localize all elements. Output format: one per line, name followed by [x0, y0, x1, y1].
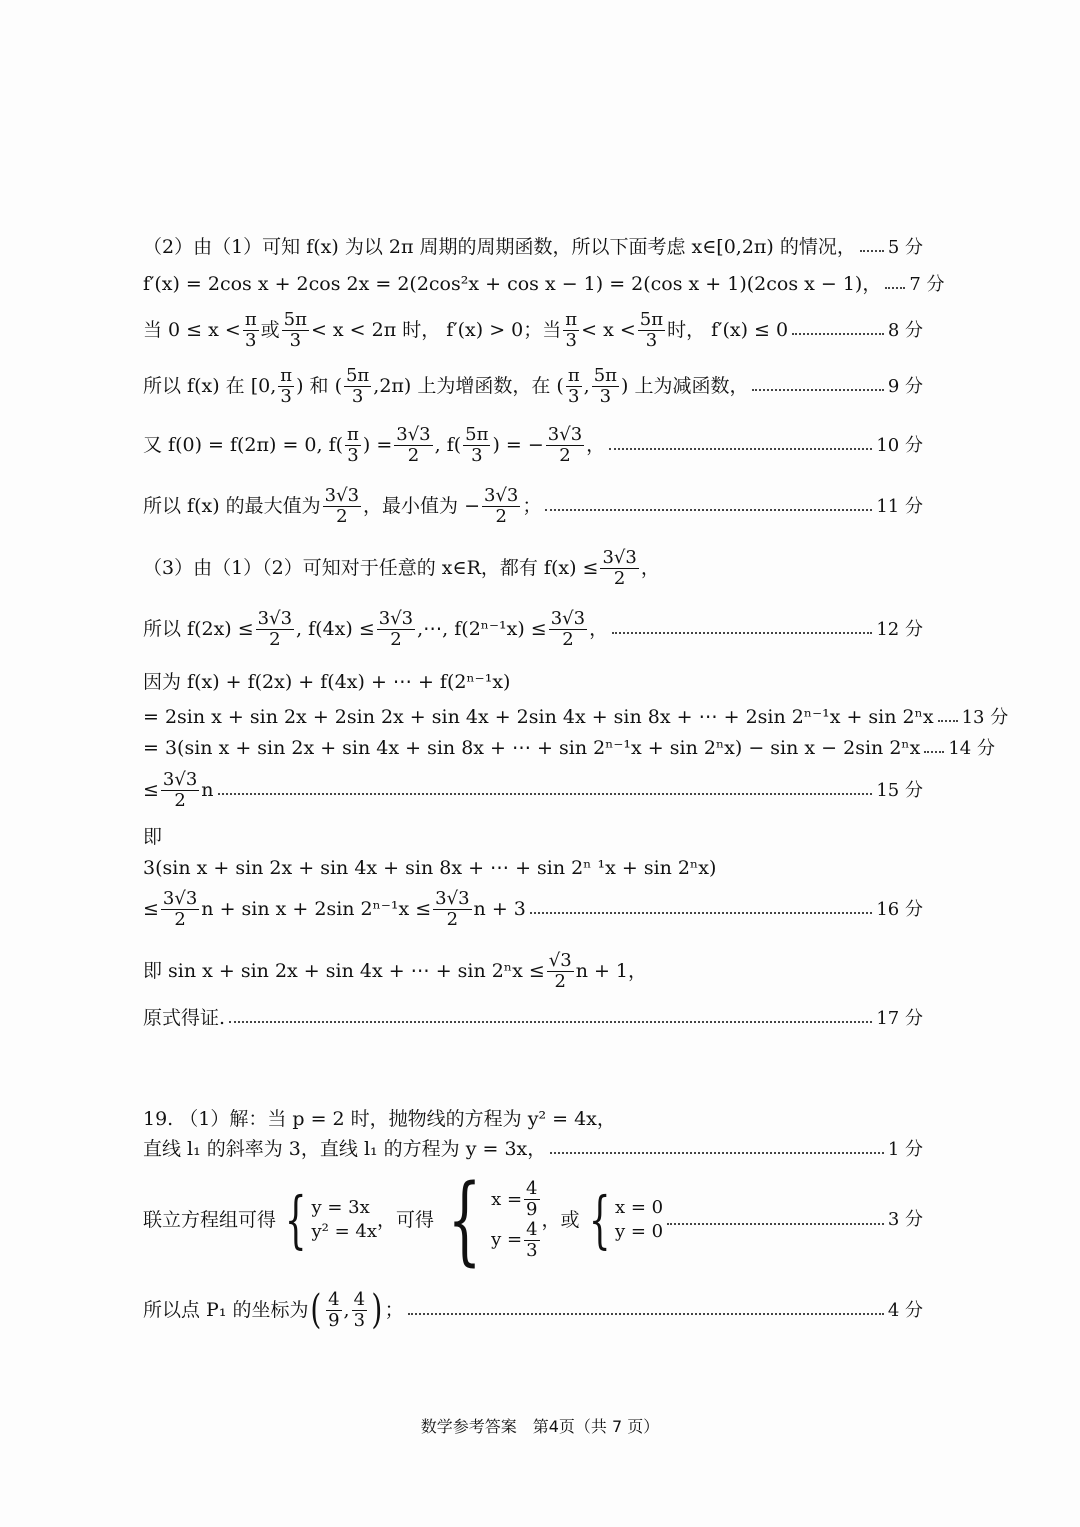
leader-dots [609, 448, 872, 450]
denominator: 2 [446, 908, 459, 930]
numerator: π [565, 309, 578, 330]
fraction [524, 1220, 539, 1261]
numerator: 5π [465, 424, 489, 445]
line-text: 即 [143, 826, 163, 848]
denominator: 2 [174, 789, 186, 811]
denominator: 3 [565, 329, 577, 351]
leader-dots [924, 751, 944, 753]
denominator: 3 [471, 444, 483, 466]
leader-dots [218, 793, 873, 795]
score-label: 10 分 [876, 434, 923, 456]
line-text: ≤ [143, 897, 159, 920]
denominator: 3 [280, 385, 292, 407]
leader-dots [612, 632, 872, 634]
line-bounds [143, 609, 923, 650]
equation-lhs: y = [491, 1229, 523, 1251]
line-le-bound [143, 770, 923, 811]
numerator: 3√3 [550, 608, 586, 629]
numerator: π [347, 424, 359, 445]
line-extrema [143, 486, 923, 527]
line-text: ,⋯, f(2ⁿ⁻¹x) ≤ [417, 617, 547, 640]
denominator: 2 [559, 444, 571, 466]
line-text: f′(x) = 2cos x + 2cos 2x = 2(2cos²x + cos x − 1) = 2(cos x + 1)(2cos x − 1)， [143, 273, 882, 295]
fraction [563, 310, 579, 351]
line-text: 又 f(0) = f(2π) = 0, f( [143, 433, 344, 456]
numerator: 3√3 [378, 608, 414, 629]
line-text: ； [522, 494, 542, 517]
score-label: 5 分 [887, 236, 923, 258]
numerator: 5π [345, 365, 370, 386]
leader-dots [530, 912, 872, 914]
numerator: √3 [548, 950, 572, 971]
line-text: （3）由（1）（2）可知对于任意的 x∈R，都有 f(x) ≤ [143, 556, 599, 579]
numerator: 3√3 [162, 769, 198, 790]
line-text: = 2sin x + sin 2x + 2sin 2x + sin 4x + 2sin 4x + sin 8x + ⋯ + 2sin 2ⁿ⁻¹x + sin 2ⁿx [143, 706, 934, 728]
score-label: 12 分 [876, 618, 923, 640]
line-2-intro [143, 236, 923, 259]
line-text: ，或 [541, 1208, 580, 1231]
leader-dots [792, 333, 884, 335]
leader-dots [667, 1223, 884, 1225]
line-text: ，可得 [376, 1208, 434, 1231]
leader-dots [550, 1152, 884, 1154]
score-label: 8 分 [887, 319, 923, 341]
line-3-intro [143, 548, 923, 589]
line-text: ， [640, 556, 660, 579]
line-text: < x < [581, 318, 636, 341]
fraction [600, 548, 638, 589]
line-text: n + 3 [473, 897, 526, 920]
fraction [345, 425, 361, 466]
line-triple-sum [143, 857, 923, 880]
line-text: 直线 l₁ 的斜率为 3，直线 l₁ 的方程为 y = 3x， [143, 1138, 547, 1160]
line-text: , f(4x) ≤ [296, 617, 375, 640]
line-text: 所以点 P₁ 的坐标为 [143, 1298, 309, 1321]
line-text: 或 [260, 318, 280, 341]
numerator: 3√3 [162, 888, 198, 909]
equation-system [615, 1196, 663, 1245]
denominator: 9 [328, 1309, 340, 1331]
score-label: 16 分 [876, 898, 923, 920]
numerator: 3√3 [257, 608, 293, 629]
line-text: n + sin x + 2sin 2ⁿ⁻¹x ≤ [201, 897, 432, 920]
denominator: 2 [613, 567, 626, 589]
line-values [143, 425, 923, 466]
line-text: 所以 f(x) 的最大值为 [143, 494, 321, 517]
line-text: ) 上为减函数， [621, 374, 749, 397]
line-monotonic [143, 366, 923, 407]
fraction [161, 770, 199, 811]
line-text: ) = [362, 433, 393, 456]
equation: y = 3x [311, 1196, 370, 1218]
line-text: 所以 f(x) 在 [0, [143, 374, 277, 397]
denominator: 2 [495, 505, 507, 527]
equation: y = 0 [614, 1221, 664, 1242]
numerator: 3√3 [547, 424, 583, 445]
equation-lhs: x = [491, 1188, 523, 1210]
equation-system [491, 1179, 541, 1260]
fraction [482, 486, 520, 527]
fraction [377, 609, 415, 650]
leader-dots [860, 250, 884, 252]
line-line-l1 [143, 1138, 923, 1161]
numerator: 3√3 [324, 485, 360, 506]
numerator: 3√3 [602, 547, 637, 568]
fraction [243, 310, 259, 351]
leader-dots [229, 1021, 872, 1023]
equation [491, 1220, 541, 1261]
denominator: 3 [568, 385, 580, 407]
left-paren-icon: ( [310, 1287, 322, 1334]
fraction [326, 1290, 341, 1331]
line-expand [143, 706, 1009, 729]
leader-dots [752, 389, 883, 391]
line-le-bound-2 [143, 889, 923, 930]
fraction [256, 609, 294, 650]
line-text: 19. （1）解：当 p = 2 时，抛物线的方程为 y² = 4x， [143, 1108, 616, 1130]
brace-icon: { [284, 1183, 307, 1256]
fraction [463, 425, 490, 466]
numerator: 5π [639, 309, 664, 330]
right-paren-icon: ) [371, 1287, 383, 1334]
line-ji [143, 826, 923, 849]
denominator: 3 [353, 1309, 366, 1331]
denominator: 3 [351, 385, 364, 407]
denominator: 3 [599, 385, 612, 407]
denominator: 2 [407, 444, 420, 466]
line-sign-intervals [143, 310, 923, 351]
leader-dots [408, 1313, 884, 1315]
numerator: π [244, 309, 257, 330]
denominator: 2 [336, 505, 348, 527]
fraction [282, 310, 309, 351]
leader-dots [885, 287, 905, 289]
line-text: , [343, 1298, 350, 1321]
fraction [352, 1290, 367, 1331]
score-label: 7 分 [909, 273, 945, 295]
numerator: 4 [353, 1289, 366, 1310]
line-text: < x < 2π 时， f′(x) > 0；当 [310, 318, 562, 341]
line-text: 3(sin x + sin 2x + sin 4x + sin 8x + ⋯ + sin 2ⁿ ¹x + sin 2ⁿx) [143, 857, 717, 879]
denominator: 3 [645, 329, 658, 351]
line-text: 即 sin x + sin 2x + sin 4x + ⋯ + sin 2ⁿx ≤ [143, 959, 545, 982]
line-final-ineq [143, 951, 923, 992]
fraction [394, 425, 432, 466]
line-text: n [201, 778, 214, 801]
line-text: , f( [434, 433, 462, 456]
score-label: 1 分 [887, 1138, 923, 1160]
line-text: ) = − [492, 433, 544, 456]
fraction [278, 366, 294, 407]
denominator: 3 [347, 444, 359, 466]
fraction [546, 425, 584, 466]
denominator: 2 [174, 908, 186, 930]
line-text: ) 和 ( [296, 374, 342, 397]
score-label: 3 分 [887, 1209, 923, 1231]
line-text: 因为 f(x) + f(2x) + f(4x) + ⋯ + f(2ⁿ⁻¹x) [143, 671, 511, 693]
fraction [549, 609, 587, 650]
fraction [344, 366, 371, 407]
fraction [433, 889, 471, 930]
line-system [143, 1164, 923, 1276]
fraction [592, 366, 619, 407]
denominator: 2 [269, 628, 281, 650]
score-label: 9 分 [887, 375, 923, 397]
line-q19 [143, 1108, 923, 1131]
equation-system [311, 1196, 377, 1245]
numerator: 4 [526, 1219, 538, 1240]
fraction [161, 889, 199, 930]
line-text: ， [589, 617, 609, 640]
score-label: 17 分 [876, 1007, 923, 1029]
numerator: 5π [593, 365, 617, 386]
denominator: 2 [562, 628, 574, 650]
line-text: 当 0 ≤ x < [143, 318, 241, 341]
numerator: 4 [328, 1289, 340, 1310]
line-text: ,2π) 上为增函数，在 ( [373, 374, 564, 397]
fraction [524, 1179, 539, 1220]
score-label: 13 分 [961, 706, 1009, 728]
denominator: 2 [554, 970, 566, 992]
line-text: ； [384, 1298, 404, 1321]
score-label: 14 分 [948, 737, 995, 759]
denominator: 3 [245, 329, 257, 351]
line-sum-start [143, 671, 923, 694]
fraction [547, 951, 574, 992]
leader-dots [545, 509, 872, 511]
line-text: ， [586, 433, 606, 456]
line-derivative [143, 273, 945, 296]
line-text: = 3(sin x + sin 2x + sin 4x + sin 8x + ⋯ + sin 2ⁿ⁻¹x + sin 2ⁿx) − sin x − 2sin 2ⁿx [143, 737, 921, 759]
score-label: 4 分 [887, 1299, 923, 1321]
line-text: 原式得证. [143, 1007, 226, 1029]
numerator: π [567, 365, 580, 386]
line-text: ，最小值为 − [363, 494, 480, 517]
line-proved [143, 1007, 923, 1030]
denominator: 3 [289, 329, 302, 351]
equation: y² = 4x [311, 1221, 377, 1242]
fraction [638, 310, 665, 351]
line-point-p1 [143, 1287, 923, 1334]
brace-icon: { [588, 1183, 611, 1256]
line-text: 所以 f(2x) ≤ [143, 617, 254, 640]
numerator: 3√3 [484, 485, 519, 506]
equation: x = 0 [614, 1196, 664, 1218]
numerator: 3√3 [435, 888, 470, 909]
leader-dots [938, 720, 958, 722]
line-text: ≤ [143, 778, 159, 801]
denominator: 3 [526, 1239, 538, 1261]
numerator: 4 [526, 1178, 538, 1200]
denominator: 2 [390, 628, 402, 650]
numerator: π [280, 365, 293, 386]
line-text: 联立方程组可得 [143, 1208, 277, 1231]
line-text: n + 1， [575, 959, 648, 982]
line-text: 时， f′(x) ≤ 0 [667, 318, 789, 341]
numerator: 3√3 [396, 424, 431, 445]
brace-icon: { [447, 1164, 482, 1276]
page-footer: 数学参考答案 第4页（共 7 页） [420, 1417, 660, 1436]
denominator: 9 [526, 1199, 538, 1221]
numerator: 5π [283, 309, 307, 330]
score-label: 11 分 [876, 495, 923, 517]
line-regroup [143, 737, 995, 760]
fraction [566, 366, 582, 407]
line-text: （2）由（1）可知 f(x) 为以 2π 周期的周期函数，所以下面考虑 x∈[0,2π) 的情况， [143, 236, 856, 258]
score-label: 15 分 [876, 779, 923, 801]
line-text: , [583, 374, 590, 397]
equation [491, 1179, 541, 1220]
fraction [323, 486, 361, 527]
